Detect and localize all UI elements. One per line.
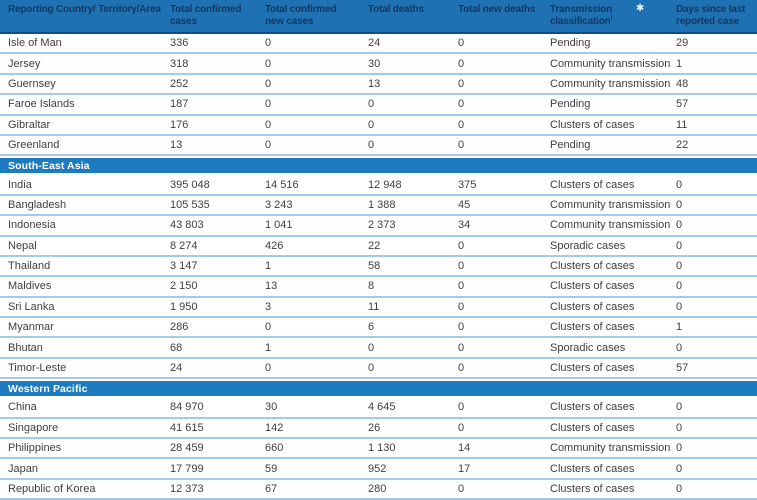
cell-classification: Clusters of cases [550,483,635,495]
cell-new_deaths: 0 [458,260,465,273]
table-row [0,359,757,379]
table-row [0,298,757,318]
cell-new_deaths: 14 [458,442,471,455]
footnote-superscript: i [610,14,613,22]
table-row [0,419,757,439]
cell-deaths: 22 [368,239,381,252]
table-row [0,116,757,136]
cell-country: Philippines [8,442,62,455]
cell-deaths: 58 [368,260,381,273]
cell-country: Myanmar [8,321,54,334]
cell-classification: Pending [550,139,591,152]
cell-new_cases: 0 [265,321,272,334]
cell-new_deaths: 0 [458,341,465,354]
cell-cases: 252 [170,77,189,90]
cell-cases: 187 [170,98,189,111]
cell-days: 0 [676,239,683,252]
cell-deaths: 13 [368,77,381,90]
cell-country: Guernsey [8,77,56,90]
cell-deaths: 24 [368,37,381,50]
cell-deaths: 952 [368,462,387,475]
cell-cases: 1 950 [170,300,198,313]
table-row [0,75,757,95]
cell-classification: Community transmission [550,77,671,90]
cell-days: 57 [676,98,689,111]
cell-new_deaths: 0 [458,362,465,375]
cell-new_deaths: 0 [458,321,465,334]
cell-new_cases: 0 [265,77,272,90]
cell-cases: 68 [170,341,183,354]
table-row [0,136,757,156]
cell-new_deaths: 375 [458,178,477,191]
cell-country: Greenland [8,139,60,152]
cell-deaths: 280 [368,483,387,495]
cell-country: Gibraltar [8,118,51,131]
cell-new_deaths: 0 [458,421,465,434]
cell-deaths: 0 [368,98,375,111]
cell-country: India [8,178,32,191]
cell-classification: Clusters of cases [550,118,635,131]
cell-days: 0 [676,421,683,434]
cell-cases: 17 799 [170,462,204,475]
table-row [0,257,757,277]
cell-days: 1 [676,57,683,70]
cell-new_cases: 426 [265,239,284,252]
cell-country: Jersey [8,57,41,70]
table-row [0,95,757,115]
cell-new_deaths: 34 [458,219,471,232]
cell-new_cases: 3 243 [265,198,293,211]
table-row [0,338,757,358]
cell-new_cases: 59 [265,462,278,475]
cell-days: 0 [676,219,683,232]
cell-classification: Clusters of cases [550,362,635,375]
cell-days: 0 [676,280,683,293]
cell-cases: 2 150 [170,280,198,293]
column-header-label: Days since last reported case [676,4,746,27]
region-section-bar: Western Pacific [0,381,757,396]
cell-days: 0 [676,300,683,313]
cell-country: Thailand [8,260,51,273]
cell-country: Nepal [8,239,37,252]
cell-deaths: 2 373 [368,219,396,232]
cell-country: Republic of Korea [8,483,96,495]
cell-days: 0 [676,341,683,354]
cell-country: Japan [8,462,38,475]
cell-new_cases: 0 [265,139,272,152]
cell-cases: 13 [170,139,183,152]
table-row [0,318,757,338]
cell-new_cases: 0 [265,362,272,375]
cell-country: Indonesia [8,219,56,232]
cell-new_cases: 3 [265,300,272,313]
cell-classification: Clusters of cases [550,280,635,293]
cell-classification: Sporadic cases [550,341,626,354]
cell-new_cases: 1 [265,341,272,354]
cell-days: 0 [676,401,683,414]
cell-classification: Sporadic cases [550,239,626,252]
cell-days: 29 [676,37,689,50]
cell-days: 11 [676,118,688,131]
table-row [0,439,757,459]
cell-new_deaths: 0 [458,239,465,252]
table-row [0,175,757,195]
cell-deaths: 26 [368,421,381,434]
cell-cases: 41 615 [170,421,204,434]
cell-cases: 12 373 [170,483,204,495]
cell-new_cases: 660 [265,442,284,455]
table-row [0,237,757,257]
cell-new_deaths: 0 [458,37,465,50]
cell-deaths: 6 [368,321,375,334]
cell-new_cases: 0 [265,98,272,111]
cell-classification: Pending [550,37,591,50]
cell-deaths: 8 [368,280,375,293]
cell-days: 0 [676,260,683,273]
cell-new_deaths: 0 [458,280,465,293]
table-row [0,480,757,500]
cell-cases: 84 970 [170,401,204,414]
cell-days: 0 [676,198,683,211]
cell-cases: 28 459 [170,442,204,455]
cell-cases: 286 [170,321,189,334]
cell-deaths: 0 [368,139,375,152]
cell-new_cases: 67 [265,483,278,495]
column-header-cases [162,0,257,32]
cell-classification: Pending [550,98,591,111]
column-header-deaths [360,0,450,32]
table-row [0,216,757,236]
cell-cases: 24 [170,362,183,375]
cell-new_cases: 30 [265,401,278,414]
column-header-country [0,0,162,32]
cell-new_cases: 0 [265,37,272,50]
cell-classification: Clusters of cases [550,401,635,414]
cell-days: 0 [676,462,683,475]
cell-days: 1 [676,321,683,334]
cell-cases: 105 535 [170,198,210,211]
cell-deaths: 12 948 [368,178,402,191]
cell-deaths: 0 [368,118,375,131]
column-header-label: Total new deaths [458,4,536,15]
cell-new_deaths: 0 [458,57,465,70]
cell-deaths: 0 [368,341,375,354]
cell-classification: Clusters of cases [550,178,635,191]
table-header [0,0,757,34]
cell-new_deaths: 0 [458,401,465,414]
cell-new_deaths: 17 [458,462,471,475]
asterisk-link-icon[interactable]: ✱ [635,3,644,14]
cell-cases: 8 274 [170,239,198,252]
cell-country: Bhutan [8,341,43,354]
cell-classification: Clusters of cases [550,321,635,334]
cell-deaths: 1 388 [368,198,396,211]
column-header-label: Total deaths [368,4,424,15]
cell-classification: Clusters of cases [550,300,635,313]
cell-classification: Clusters of cases [550,462,635,475]
cell-days: 48 [676,77,689,90]
cell-days: 0 [676,442,683,455]
cell-new_deaths: 45 [458,198,471,211]
column-header-new_deaths [450,0,542,32]
column-header-classification [542,0,668,32]
cell-cases: 318 [170,57,189,70]
cell-new_cases: 0 [265,118,272,131]
cell-country: Maldives [8,280,52,293]
cell-new_cases: 14 516 [265,178,299,191]
cell-deaths: 30 [368,57,381,70]
cell-classification: Community transmission [550,442,671,455]
cell-deaths: 11 [368,300,380,313]
cell-classification: Clusters of cases [550,421,635,434]
table-body [0,34,757,500]
cell-new_cases: 0 [265,57,272,70]
cell-new_cases: 13 [265,280,278,293]
cell-country: Faroe Islands [8,98,75,111]
table-row [0,34,757,54]
cell-new_deaths: 0 [458,483,465,495]
cell-country: Bangladesh [8,198,67,211]
cell-cases: 3 147 [170,260,198,273]
table-row [0,398,757,418]
cell-country: Timor-Leste [8,362,67,375]
cell-classification: Clusters of cases [550,260,635,273]
cell-days: 57 [676,362,689,375]
column-header-new_cases [257,0,360,32]
cell-days: 0 [676,178,683,191]
cell-cases: 395 048 [170,178,210,191]
cell-cases: 336 [170,37,189,50]
cell-classification: Community transmission [550,219,671,232]
cell-days: 22 [676,139,689,152]
column-header-label: Transmission classification$^i$ [550,4,613,27]
cell-country: Singapore [8,421,59,434]
cell-deaths: 0 [368,362,375,375]
cell-classification: Community transmission [550,57,671,70]
cell-new_deaths: 0 [458,300,465,313]
cell-cases: 43 803 [170,219,204,232]
cell-new_deaths: 0 [458,118,465,131]
cell-deaths: 4 645 [368,401,396,414]
column-header-label: Total confirmed cases [170,4,242,27]
column-header-label: Reporting Country/ Territory/Area [8,4,161,15]
column-header-days [668,0,757,32]
cell-new_cases: 1 041 [265,219,293,232]
cell-country: China [8,401,37,414]
cell-new_deaths: 0 [458,98,465,111]
table-row [0,54,757,74]
cell-classification: Community transmission [550,198,671,211]
cell-new_cases: 142 [265,421,284,434]
table-row [0,277,757,297]
cell-days: 0 [676,483,683,495]
column-header-label: Total confirmed new cases [265,4,337,27]
table-row [0,459,757,479]
region-section-bar: South-East Asia [0,158,757,173]
cell-country: Sri Lanka [8,300,55,313]
table-row [0,196,757,216]
cell-deaths: 1 130 [368,442,396,455]
cell-country: Isle of Man [8,37,62,50]
cell-cases: 176 [170,118,189,131]
cell-new_cases: 1 [265,260,272,273]
cell-new_deaths: 0 [458,139,465,152]
cell-new_deaths: 0 [458,77,465,90]
